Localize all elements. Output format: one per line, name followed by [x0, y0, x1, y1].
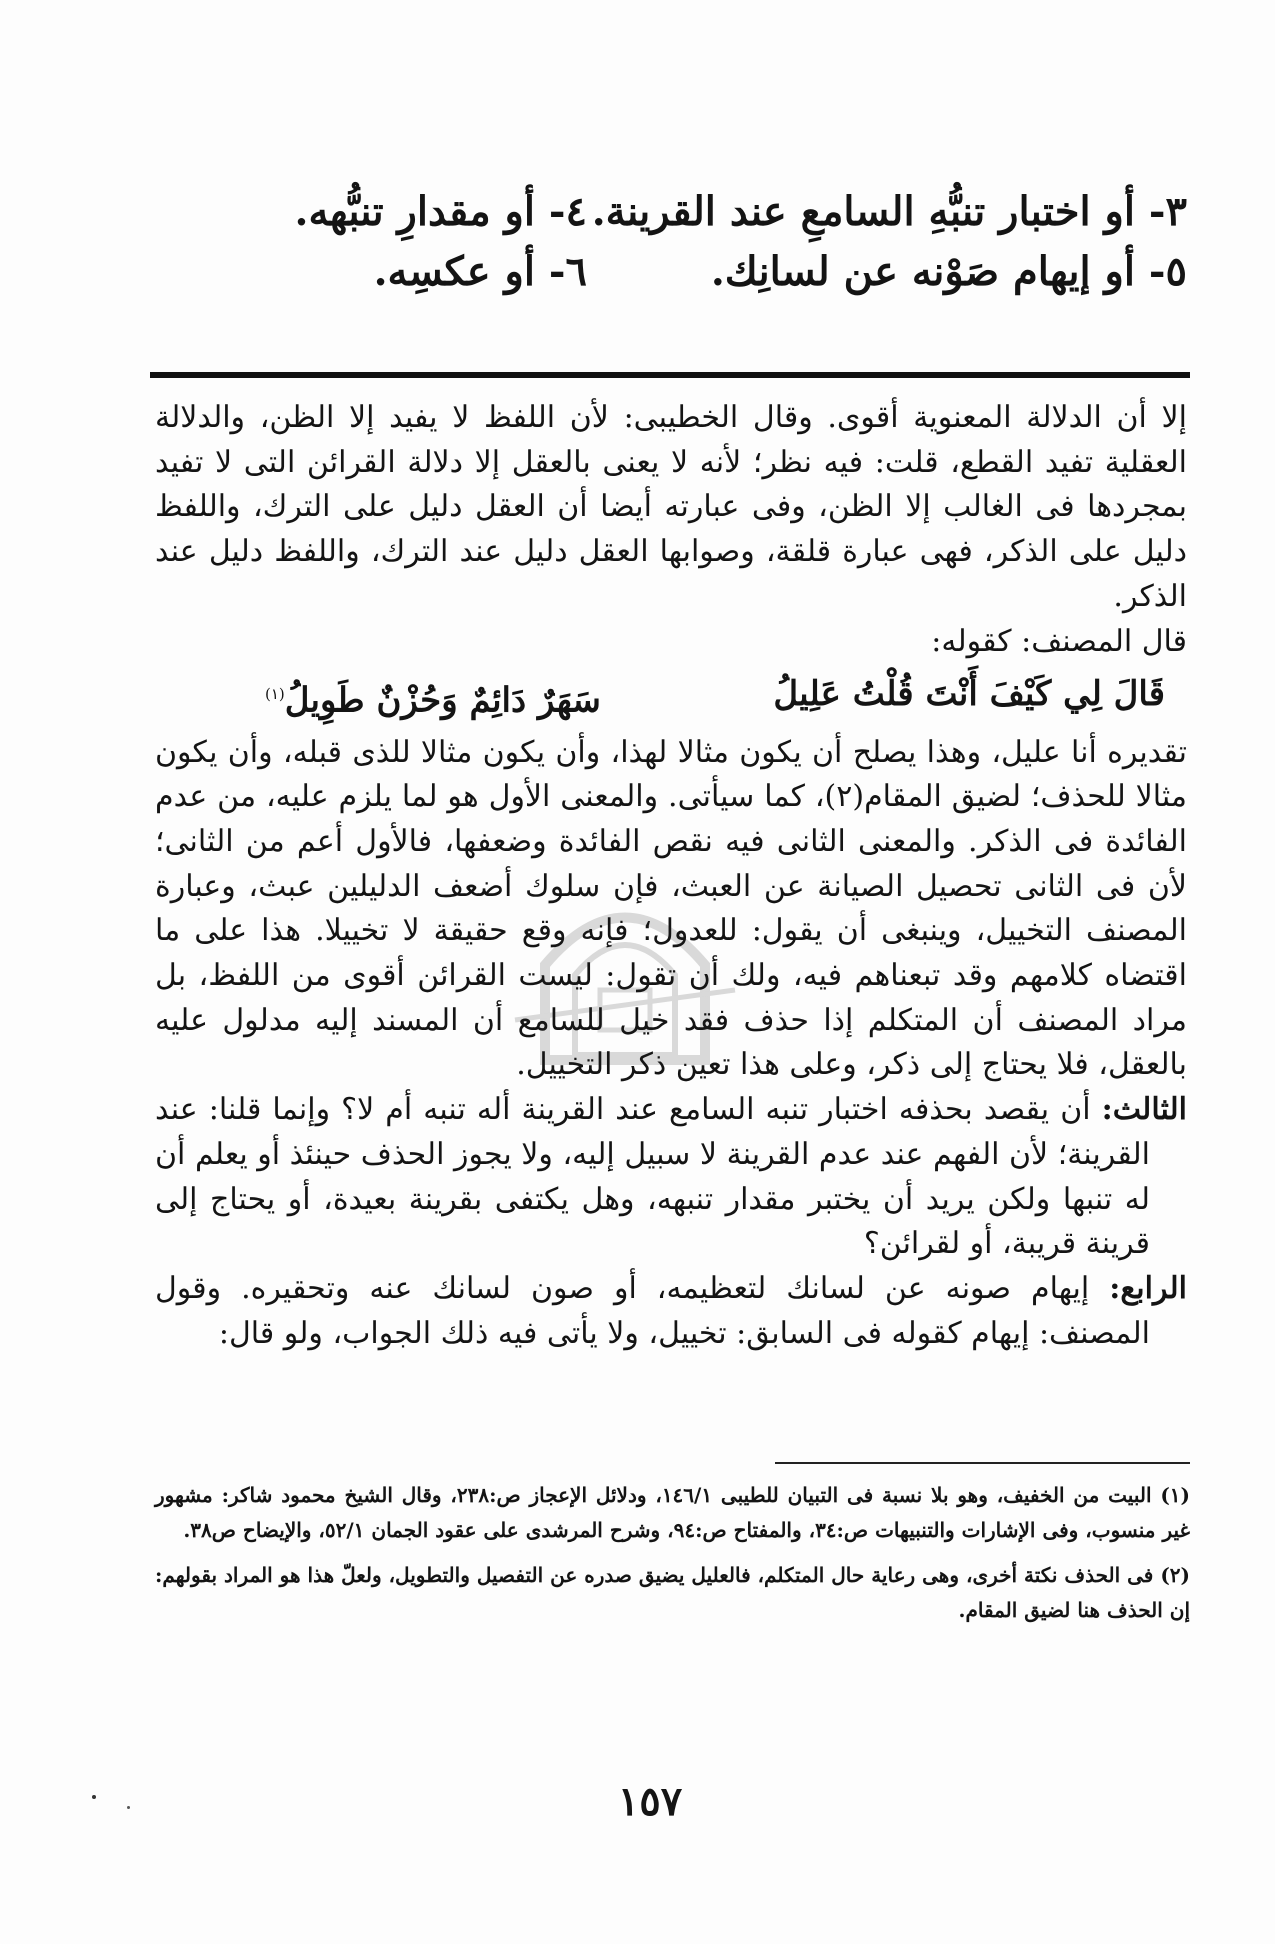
header-item-5: ٥- أو إيهام صَوْنه عن لسانِك.: [710, 248, 1187, 295]
verse-second-hemistich: سَهَرٌ دَائِمٌ وَحُزْنٌ طَوِيلُ: [284, 680, 601, 721]
paragraph-1: إلا أن الدلالة المعنوية أقوى. وقال الخطيبى: لأن اللفظ لا يفيد إلا الظن، والدلالة العقلية تفيد القطع، قلت: فيه نظر؛ لأنه لا يعنى بالعقل إلا دلالة القرائن التى لا تفيد بمجردها فى الغالب إلا الظن، وفى عبارته أيضا أن العقل دليل على الترك، واللفظ دليل على الذكر، فهى عبارة قلقة، وصوابها العقل دليل عند الترك، واللفظ دليل عند الذكر.: [155, 400, 1187, 614]
fourth-label: الرابع:: [1109, 1270, 1188, 1306]
footnote-2: (٢) فى الحذف نكتة أخرى، وهى رعاية حال المتكلم، فالعليل يضيق صدره عن التفصيل والتطويل، ولعلّ هذا هو المراد بقولهم: إن الحذف هنا لضيق المقام.: [155, 1563, 1190, 1622]
paragraph-3: تقديره أنا عليل، وهذا يصلح أن يكون مثالا لهذا، وأن يكون مثالا للذى قبله، وأن يكون مثالا للحذف؛ لضيق المقام(٢)، كما سيأتى. والمعنى الأول هو لما يلزم عليه، من عدم الفائدة فى الذكر. والمعنى الثانى فيه نقص الفائدة وضعفها، فالأول أعم من الثانى؛ لأن فى الثانى تحصيل الصيانة عن العبث، فإن سلوك أضعف الدليلين عبث، وعبارة المصنف التخييل، وينبغى أن يقول: للعدول؛ فإنه وقع حقيقة لا تخييلا. هذا على ما اقتضاه كلامهم وقد تبعناهم فيه، ولك أن تقول: ليست القرائن أقوى من اللفظ، بل مراد المصنف أن المتكلم إذا حذف فقد خيل للسامع أن المسند إليه مدلول عليه بالعقل، فلا يحتاج إلى ذكر، وعلى هذا تعين ذكر التخييل.: [155, 734, 1187, 1083]
header-item-6: ٦- أو عكسِه.: [373, 248, 587, 295]
verse-first-hemistich: قَالَ لِي كَيْفَ أَنْتَ قُلْتُ عَلِيلُ: [773, 674, 1165, 715]
poem-verse: [155, 664, 1187, 730]
third-label: الثالث:: [1101, 1092, 1187, 1128]
paragraph-third-reason: [155, 1088, 1187, 1267]
scan-speck-small: [127, 1806, 130, 1809]
header-item-4: ٤- أو مقدارِ تنبُّهه.: [294, 188, 587, 235]
fourth-text: إيهام صونه عن لسانك لتعظيمه، أو صون لسانك عنه وتحقيره. وقول المصنف: إيهام كقوله فى السابق: تخييل، ولا يأتى فيه ذلك الجواب، ولو قال:: [155, 1270, 1150, 1351]
footnotes: [155, 1478, 1190, 1638]
footnote-divider: [775, 1462, 1190, 1464]
main-text: [155, 396, 1187, 1356]
scan-speck: [92, 1795, 96, 1799]
header-item-3: ٣- أو اختبار تنبُّهِ السامعِ عند القرينة.: [591, 188, 1187, 235]
verse-second-hemistich-wrap: [265, 666, 601, 728]
page-number: ١٥٧: [617, 1778, 683, 1825]
footnote-1: (١) البيت من الخفيف، وهو بلا نسبة فى التبيان للطيبى ١٤٦/١، ودلائل الإعجاز ص:٢٣٨، وقال الشيخ محمود شاكر: مشهور غير منسوب، وفى الإشارات والتنبيهات ص:٣٤، والمفتاح ص:٩٤، وشرح المرشدى على عقود الجمان ٥٢/١، والإيضاح ص٣٨.: [155, 1483, 1191, 1542]
paragraph-fourth-reason: [155, 1267, 1187, 1356]
footnote-ref-1[interactable]: (١): [265, 685, 285, 704]
header-divider: [150, 372, 1190, 378]
third-text: أن يقصد بحذفه اختبار تنبه السامع عند القرينة أله تنبه أم لا؟ وإنما قلنا: عند القرينة؛ لأن الفهم عند عدم القرينة لا سبيل إليه، ولا يجوز الحذف حينئذ أو يعلم أن له تنبها ولكن يريد أن يختبر مقدار تنبهه، وهل يكتفى بقرينة بعيدة، أو يحتاج إلى قرينة قريبة، أو لقرائن؟: [155, 1092, 1150, 1262]
paragraph-2: قال المصنف: كقوله:: [931, 623, 1187, 659]
